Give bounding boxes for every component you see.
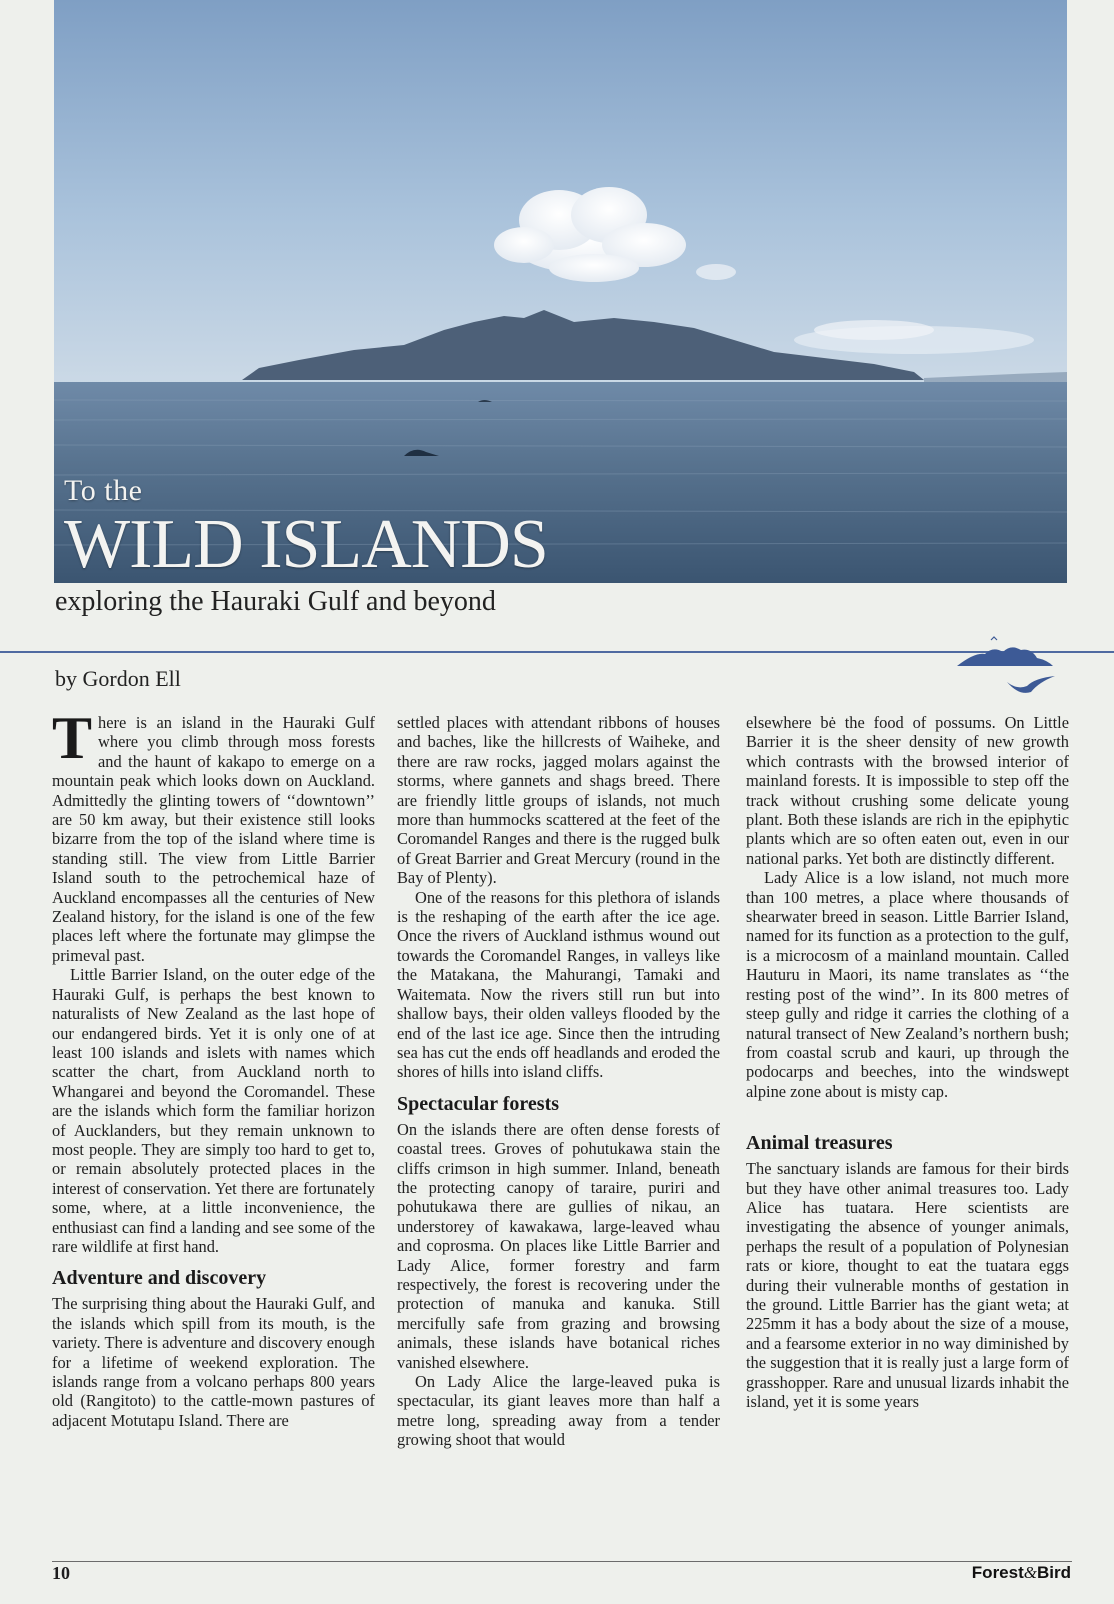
footer-rule <box>52 1561 1072 1562</box>
paragraph: One of the reasons for this plethora of islands is the reshaping of the earth after the ice age. Once the rivers of Auckland isthmus wound out towards the Coromandel Ranges, in valleys like the Matakana, the Mahurangi, Tamaki and Waitemata. Now the rivers still run but into shallow bays, their olden valleys flooded by the end of the last ice age. Since then the intruding sea has cut the ends off headlands and eroded the shores of hills into island cliffs. <box>397 887 720 1082</box>
article-column-3 <box>746 713 1069 1411</box>
hero-main-title: WILD ISLANDS <box>64 506 548 583</box>
paragraph: On Lady Alice the large-leaved puka is spectacular, its giant leaves more than half a metre long, spreading away from a tender growing shoot that would <box>397 1372 720 1450</box>
hero-title <box>64 474 548 583</box>
hero-kicker: To the <box>64 474 143 507</box>
hero-photo <box>54 0 1067 583</box>
paragraph: elsewhere bė the food of possums. On Little Barrier it is the sheer density of new growth which contrasts with the browsed interior of mainland forests. It is impossible to step off the track without crushing some delicate young plant. Both these islands are rich in the epiphytic plants which are so often eaten out, even in our national parks. Yet both are distinctly different. <box>746 713 1069 868</box>
magazine-name: Forest&Bird <box>971 1563 1071 1582</box>
paragraph: Lady Alice is a low island, not much more than 100 metres, a place where thousands of shearwater breed in season. Little Barrier Island, named for its function as a protection to the gulf, is a microcosm of a mainland mountain. Called Hauturu in Maori, its name translates as ‘‘the resting post of the wind’’. In its 800 metres of steep gully and ridge it carries the clothing of a natural transect of New Zealand’s northern bush; from coastal scrub and kauri, up through the podocarps and beeches, into the windswept alpine zone about is misty cap. <box>746 868 1069 1101</box>
section-divider <box>0 651 1114 653</box>
paragraph: Little Barrier Island, on the outer edge of the Hauraki Gulf, is perhaps the best known to naturalists of New Zealand as the last hope of our endangered birds. Yet it is only one of at least 100 islands and islets with names which scatter the chart, from Auckland north to Whangarei and beyond the Coromandel. These are the islands which form the familiar horizon of Aucklanders, but they remain unknown to most people. They are simply too hard to get to, or remain absolutely protected places in the interest of conservation. Yet there are fortunately some, where, at a little inconvenience, the enthusiast can find a landing and see some of the rare wildlife at first hand. <box>52 965 375 1256</box>
byline: by Gordon Ell <box>55 666 181 691</box>
article-subtitle: exploring the Hauraki Gulf and beyond <box>55 586 496 617</box>
paragraph: The surprising thing about the Hauraki Gulf, and the islands which spill from its mouth, is the variety. There is adventure and discovery enough for a lifetime of weekend exploration. The islands range from a volcano perhaps 800 years old (Rangitoto) to the cattle-mown pastures of adjacent Motutapu Island. There are <box>52 1294 375 1430</box>
paragraph: The sanctuary islands are famous for their birds but they have other animal treasures too. Lady Alice has tuatara. Here scientists are investigating the absence of younger animals, perhaps the result of a population of Polynesian rats or kiore, thought to eat the tuatara eggs during their vulnerable months of gestation in the ground. Little Barrier has the giant weta; at 225mm it has a body about the size of a mouse, and a fearsome exterior in no way diminished by the suggestion that it is really just a large form of grasshopper. Rare and unusual lizards inhabit the island, yet it is some years <box>746 1159 1069 1411</box>
section-heading: Adventure and discovery <box>52 1267 267 1290</box>
section-heading: Spectacular forests <box>397 1092 560 1115</box>
island-bird-logo-icon <box>955 632 1065 712</box>
paragraph: settled places with attendant ribbons of houses and baches, like the hillcrests of Waiheke, and there are raw rocks, jagged molars against the storms, where gannets and shags breed. There are friendly little groups of islands, not much more than hummocks scattered at the feet of the Coromandel Ranges and there is the rugged bulk of Great Barrier and Great Mercury (round in the Bay of Plenty). <box>397 713 720 888</box>
paragraph: On the islands there are often dense forests of coastal trees. Groves of pohutukawa stain the cliffs crimson in high summer. Inland, beneath the protecting canopy of taraire, puriri and pohutukawa there are gullies of nikau, an understorey of kawakawa, large-leaved whau and coprosma. On places like Little Barrier and Lady Alice, former forestry and farm respectively, the forest is recovering under the protection of manuka and kanuka. Still mercifully safe from grazing and browsing animals, these islands have botanical riches vanished elsewhere. <box>397 1119 720 1372</box>
page-number: 10 <box>52 1563 70 1583</box>
section-heading: Animal treasures <box>746 1132 893 1155</box>
drop-cap: T <box>52 705 93 771</box>
article-column-1 <box>52 705 375 1430</box>
article-column-2 <box>397 713 720 1450</box>
paragraph: There is an island in the Hauraki Gulf where you climb through moss forests and the haunt of kakapo to emerge on a mountain peak which looks down on Auckland. Admittedly the glinting towers of ‘‘downtown’’ are 50 km away, but their existence still looks bizarre from the top of the island where time is standing still. The view from Little Barrier Island south to the petrochemical haze of Auckland encompasses all the centuries of New Zealand history, for the island is one of the few places left where the fortunate may glimpse the primeval past. <box>52 705 375 965</box>
